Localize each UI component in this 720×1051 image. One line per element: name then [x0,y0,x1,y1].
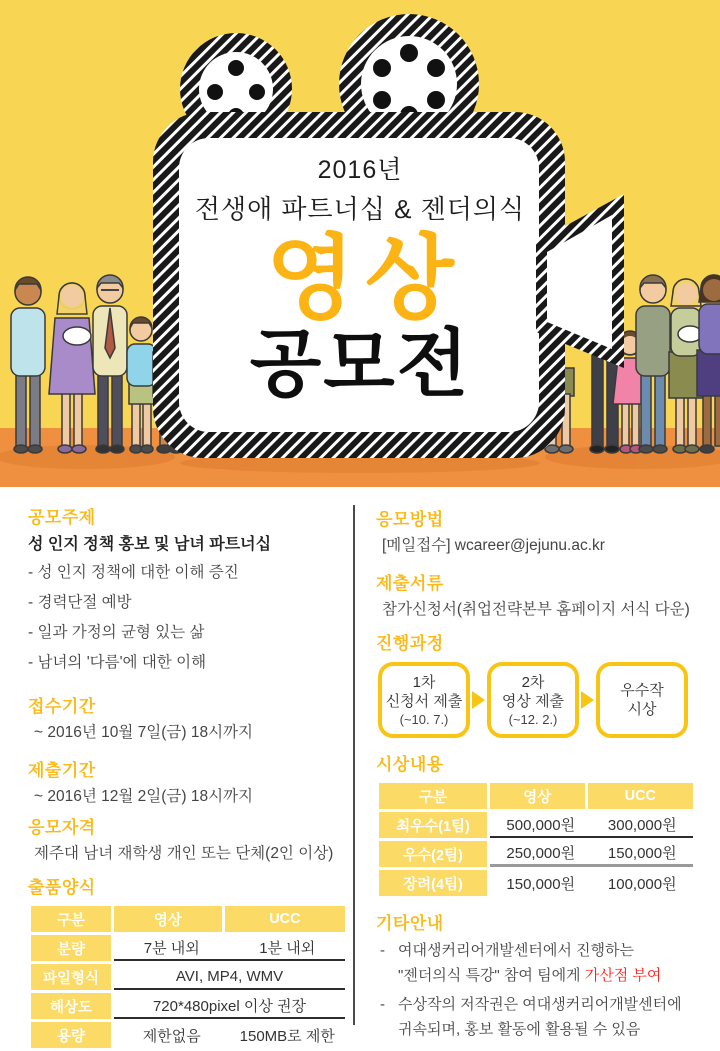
format-header-cell: UCC [225,906,345,932]
format-row-label: 분량 [31,935,111,961]
eligibility-text: 제주대 남녀 재학생 개인 또는 단체(2인 이상) [34,845,334,862]
process-step-2 [487,662,579,738]
topic-bullet: - 일과 가정의 균형 있는 삶 [28,624,205,641]
note-dash: - [380,996,385,1013]
prize-row-label: 최우수(1팀) [379,812,487,838]
format-row-label: 해상도 [31,993,111,1019]
format-header-cell: 구분 [31,906,111,932]
format-cell: 720*480pixel 이상 권장 [114,993,345,1019]
prize-table [376,780,696,899]
topic-bullet: - 경력단절 예방 [28,594,132,611]
section-heading-topic: 공모주제 [28,508,96,527]
section-heading-process: 진행과정 [376,634,444,653]
poster-title-sub: 공모전 [249,322,471,406]
note-line: 귀속되며, 홍보 활동에 활용될 수 있음 [398,1021,641,1038]
table-row [379,841,693,867]
topic-bullet: - 남녀의 '다름'에 대한 이해 [28,654,207,671]
left-column [28,503,353,1051]
topic-bullets [28,558,353,678]
section-heading-documents: 제출서류 [376,574,444,593]
format-cell: 150MB로 제한 [239,1027,335,1045]
note-line: 수상작의 저작권은 여대생커리어개발센터에 [398,996,682,1013]
note-item [376,938,698,988]
note-text-normal: "젠더의식 특강" 참여 팀에게 [398,967,585,984]
table-row [31,964,345,990]
step-date: (~10. 7.) [399,711,449,727]
step-line: 2차 [521,673,545,691]
prize-row-label: 장려(4팀) [379,870,487,896]
format-cell: 1분 내외 [259,939,316,957]
step-line: 영상 제출 [501,692,565,710]
topic-bullet: - 성 인지 정책에 대한 이해 증진 [28,564,239,581]
poster-body [0,487,720,1051]
step-date: (~12. 2.) [508,711,558,727]
receipt-period: ~ 2016년 10월 7일(금) 18시까지 [34,724,253,741]
note-text [398,938,698,988]
prize-header-cell: 구분 [379,783,487,809]
prize-header-cell: 영상 [490,783,585,809]
prize-cell: 150,000원 [506,875,576,893]
prize-cell: 100,000원 [607,875,677,893]
note-line [398,963,698,988]
note-line: 여대생커리어개발센터에서 진행하는 [398,942,635,959]
note-dash: - [380,942,385,959]
format-row-label: 용량 [31,1022,111,1048]
documents-text: 참가신청서(취업전략본부 홈페이지 서식 다운) [382,601,690,618]
prize-cell: 500,000원 [506,816,576,834]
note-text-highlight: 가산점 부여 [584,967,662,984]
note-text [398,992,698,1042]
prize-cell: 150,000원 [607,845,677,862]
section-heading-method: 응모방법 [376,510,444,529]
section-heading-notes: 기타안내 [376,914,444,933]
table-row [379,870,693,896]
topic-lead: 성 인지 정책 홍보 및 남녀 파트너십 [28,536,272,553]
right-column [353,505,698,1038]
format-header-cell: 영상 [114,906,222,932]
poster-subtitle: 전생애 파트너십 & 젠더의식 [194,194,526,224]
format-cell: 7분 내외 [143,939,200,957]
section-heading-submit: 제출기간 [28,761,96,780]
table-row [379,783,693,809]
poster-header [0,0,720,487]
step-line: 신청서 제출 [385,692,463,710]
step-line: 1차 [412,673,436,691]
format-table [28,903,348,1051]
prize-row-values [490,870,693,896]
poster-title-block [180,150,540,406]
prize-row-values [490,841,693,867]
prize-header-cell: UCC [588,783,693,809]
step-line: 시상 [627,701,657,718]
method-email: [메일접수] wcareer@jejunu.ac.kr [382,537,605,554]
section-heading-eligibility: 응모자격 [28,818,96,837]
table-row [31,993,345,1019]
prize-cell: 250,000원 [506,845,576,862]
prize-row-label: 우수(2팀) [379,841,487,867]
table-row [31,906,345,932]
table-row [379,812,693,838]
format-row-label: 파일형식 [31,964,111,990]
format-cell: 제한없음 [142,1027,201,1045]
arrow-right-icon [472,691,485,709]
process-flow [378,662,698,738]
table-row [31,1022,345,1048]
section-heading-receipt: 접수기간 [28,697,96,716]
prize-cell: 300,000원 [607,816,677,834]
process-step-3 [596,662,688,738]
poster-year: 2016년 [317,156,403,184]
arrow-right-icon [581,691,594,709]
note-item [376,992,698,1042]
section-heading-format: 출품양식 [28,878,96,897]
submit-period: ~ 2016년 12월 2일(금) 18시까지 [34,788,253,805]
process-step-1 [378,662,470,738]
step-line: 우수작 [620,682,664,699]
format-row-values [114,1022,345,1048]
format-cell: AVI, MP4, WMV [114,964,345,990]
section-heading-prizes: 시상내용 [376,755,444,774]
poster-title-main: 영상 [266,228,464,330]
prize-row-values [490,812,693,838]
format-row-values [114,935,345,961]
table-row [31,935,345,961]
